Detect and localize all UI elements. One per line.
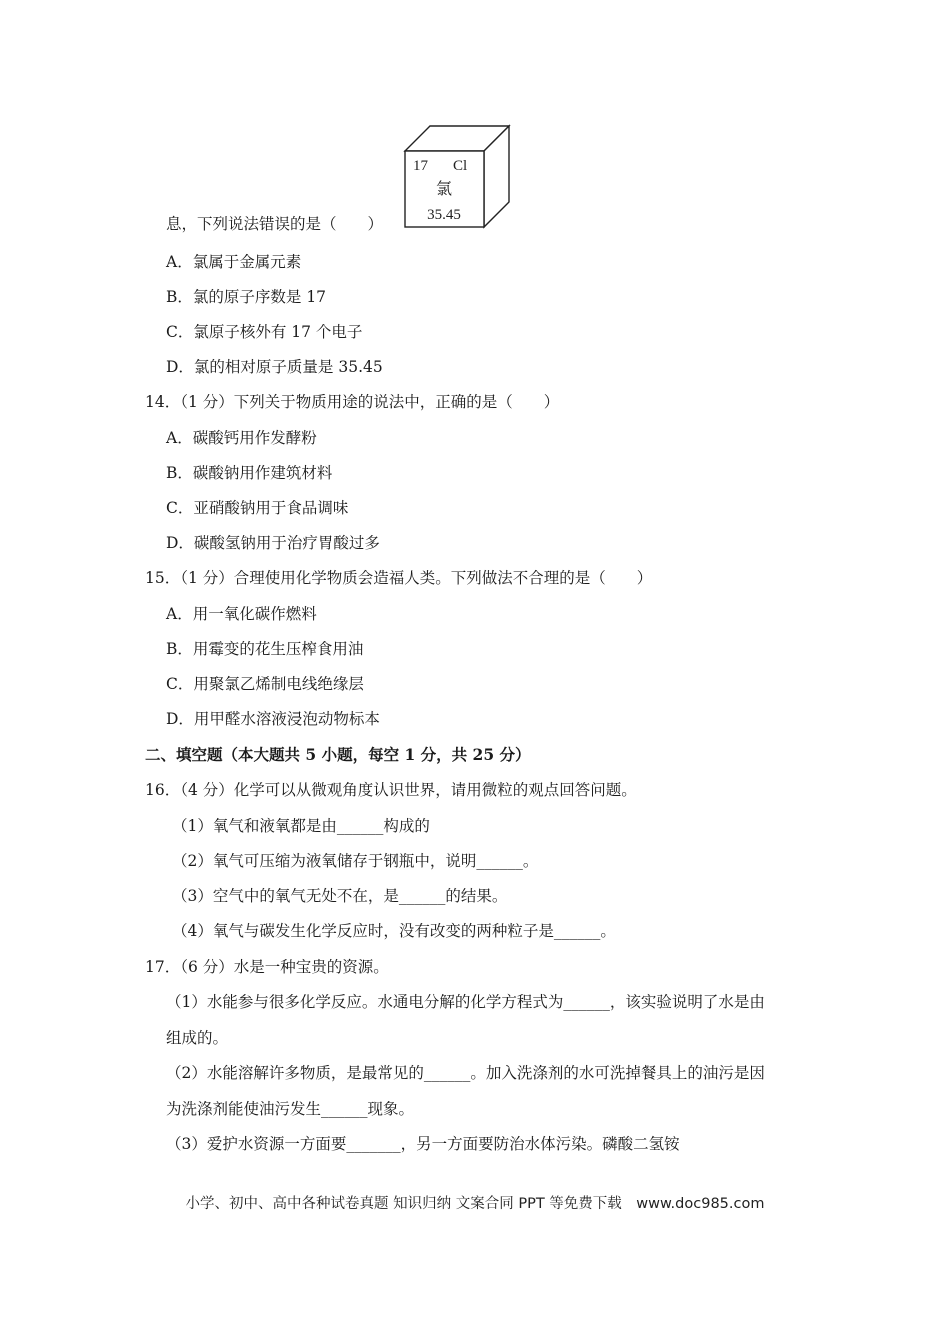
atomic-number: 17 — [413, 158, 428, 174]
element-name: 氯 — [435, 179, 453, 198]
q14-option-a: A．碳酸钙用作发酵粉 — [166, 429, 317, 447]
q14-option-c: C．亚硝酸钠用于食品调味 — [166, 499, 349, 517]
q13-option-d: D．氯的相对原子质量是 35.45 — [166, 358, 383, 376]
q16-part-3: （3）空气中的氧气无处不在，是______的结果。 — [172, 887, 508, 905]
atomic-mass: 35.45 — [427, 207, 461, 223]
q15-option-a: A．用一氧化碳作燃料 — [166, 605, 317, 623]
q15-stem: 15．（1 分）合理使用化学物质会造福人类。下列做法不合理的是（ ） — [145, 569, 653, 587]
q17-line-2: 组成的。 — [166, 1029, 229, 1047]
q17-stem: 17．（6 分）水是一种宝贵的资源。 — [145, 958, 389, 976]
q15-option-c: C．用聚氯乙烯制电线绝缘层 — [166, 675, 364, 693]
q16-stem: 16．（4 分）化学可以从微观角度认识世界，请用微粒的观点回答问题。 — [145, 781, 637, 799]
q14-option-d: D．碳酸氢钠用于治疗胃酸过多 — [166, 534, 380, 552]
element-card-drawing — [403, 124, 511, 230]
q13-option-c: C．氯原子核外有 17 个电子 — [166, 323, 363, 341]
q15-option-d: D．用甲醛水溶液浸泡动物标本 — [166, 710, 380, 728]
q13-stem-tail: 息，下列说法错误的是（ ） — [166, 215, 384, 233]
q17-line-1: （1）水能参与很多化学反应。水通电分解的化学方程式为______，该实验说明了水是由 — [166, 993, 765, 1011]
element-symbol: Cl — [453, 158, 468, 174]
element-card-chlorine — [403, 124, 511, 230]
q14-option-b: B．碳酸钠用作建筑材料 — [166, 464, 333, 482]
q16-part-1: （1）氧气和液氧都是由______构成的 — [172, 817, 430, 835]
q17-line-5: （3）爱护水资源一方面要_______，另一方面要防治水体污染。磷酸二氢铵 — [166, 1135, 680, 1153]
q13-option-a: A．氯属于金属元素 — [166, 253, 302, 271]
section-heading: 二、填空题（本大题共 5 小题，每空 1 分，共 25 分） — [145, 745, 531, 764]
page-footer: 小学、初中、高中各种试卷真题 知识归纳 文案合同 PPT 等免费下载 www.doc985.com — [185, 1196, 765, 1212]
q16-part-4: （4）氧气与碳发生化学反应时，没有改变的两种粒子是______。 — [172, 922, 616, 940]
q14-stem: 14．（1 分）下列关于物质用途的说法中，正确的是（ ） — [145, 393, 560, 411]
q17-line-3: （2）水能溶解许多物质，是最常见的______。加入洗涤剂的水可洗掉餐具上的油污是因 — [166, 1064, 765, 1082]
q13-option-b: B．氯的原子序数是 17 — [166, 288, 327, 306]
q16-part-2: （2）氧气可压缩为液氧储存于钢瓶中，说明______。 — [172, 852, 539, 870]
q15-option-b: B．用霉变的花生压榨食用油 — [166, 640, 364, 658]
q17-line-4: 为洗涤剂能使油污发生______现象。 — [166, 1100, 415, 1118]
